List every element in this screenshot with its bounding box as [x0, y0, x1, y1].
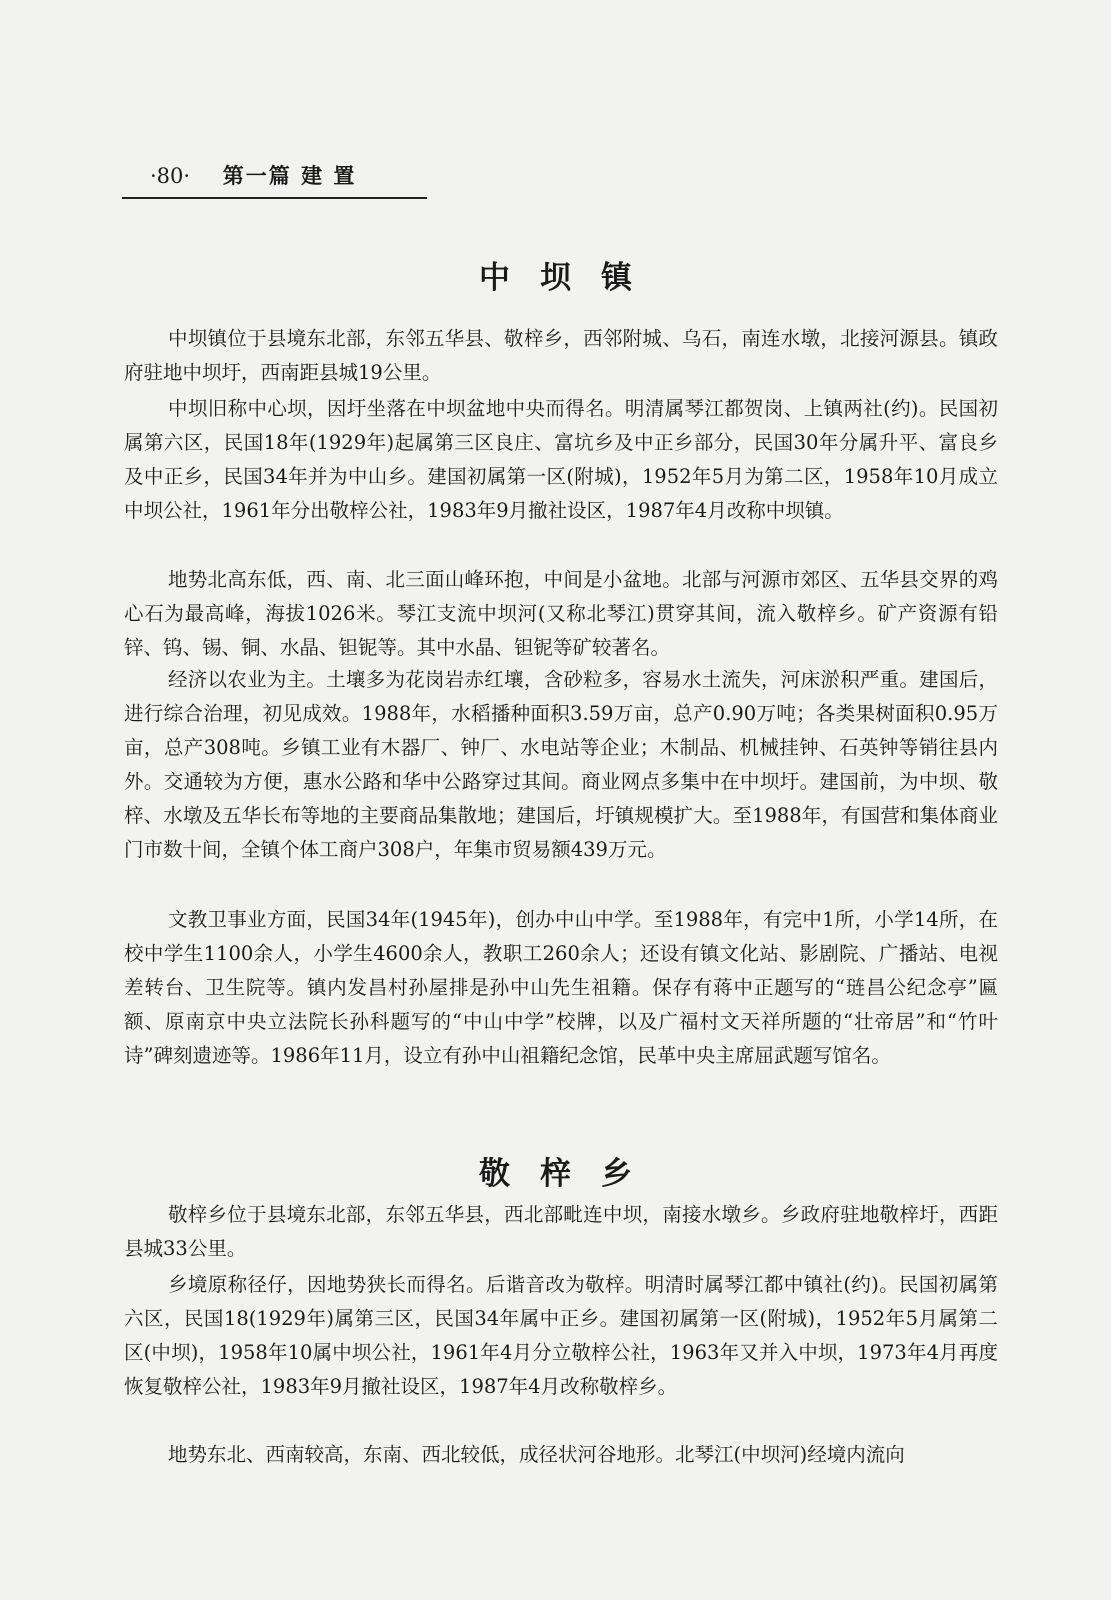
paragraph: 敬梓乡位于县境东北部，东邻五华县，西北部毗连中坝，南接水墩乡。乡政府驻地敬梓圩，西距县城33公里。: [124, 1203, 998, 1260]
paragraph: 地势东北、西南较高，东南、西北较低，成径状河谷地形。北琴江(中坝河)经境内流向: [168, 1443, 905, 1466]
paragraph: 中坝镇位于县境东北部，东邻五华县、敬梓乡，西邻附城、乌石，南连水墩，北接河源县。镇政府驻地中坝圩，西南距县城19公里。: [124, 327, 998, 384]
title-jingzi-township: 敬梓乡: [479, 1156, 662, 1192]
paragraph: 经济以农业为主。土壤多为花岗岩赤红壤，含砂粒多，容易水土流失，河床淤积严重。建国后，进行综合治理，初见成效。1988年，水稻播种面积3.59万亩，总产0.90万吨；各类果树面积0.95万亩，总产308吨。乡镇工业有木器厂、钟厂、水电站等企业；木制品、机械挂钟、石英钟等销往县内外。交通较为方便，惠水公路和华中公路穿过其间。商业网点多集中在中坝圩。建国前，为中坝、敬梓、水墩及五华长布等地的主要商品集散地；建国后，圩镇规模扩大。至1988年，有国营和集体商业门市数十间，全镇个体工商户308户，年集市贸易额439万元。: [124, 668, 998, 861]
page-number: ·80·: [150, 164, 191, 188]
paragraph: 文教卫事业方面，民国34年(1945年)，创办中山中学。至1988年，有完中1所，小学14所，在校中学生1100余人，小学生4600余人，教职工260余人；还设有镇文化站、影剧院、广播站、电视差转台、卫生院等。镇内发昌村孙屋排是孙中山先生祖籍。保存有蒋中正题写的“琏昌公纪念亭”匾额、原南京中央立法院长孙科题写的“中山中学”校牌，以及广福村文天祥所题的“壮帝居”和“竹叶诗”碑刻遗迹等。1986年11月，设立有孙中山祖籍纪念馆，民革中央主席屈武题写馆名。: [124, 908, 998, 1067]
title-zhongba-town: 中坝镇: [479, 260, 662, 296]
paragraph: 地势北高东低，西、南、北三面山峰环抱，中间是小盆地。北部与河源市郊区、五华县交界的鸡心石为最高峰，海拔1026米。琴江支流中坝河(又称北琴江)贯穿其间，流入敬梓乡。矿产资源有铅锌、钨、锡、铜、水晶、钽铌等。其中水晶、钽铌等矿较著名。: [124, 568, 998, 659]
paragraph: 乡境原称径仔，因地势狭长而得名。后谐音改为敬梓。明清时属琴江都中镇社(约)。民国初属第六区，民国18(1929年)属第三区，民国34年属中正乡。建国初属第一区(附城)，1952年5月属第二区(中坝)，1958年10属中坝公社，1961年4月分立敬梓公社，1963年又并入中坝，1973年4月再度恢复敬梓公社，1983年9月撤社设区，1987年4月改称敬梓乡。: [124, 1273, 998, 1398]
paragraph: 中坝旧称中心坝，因圩坐落在中坝盆地中央而得名。明清属琴江都贺岗、上镇两社(约)。民国初属第六区，民国18年(1929年)起属第三区良庄、富坑乡及中正乡部分，民国30年分属升平、富良乡及中正乡，民国34年并为中山乡。建国初属第一区(附城)，1952年5月为第二区，1958年10月成立中坝公社，1961年分出敬梓公社，1983年9月撤社设区，1987年4月改称中坝镇。: [124, 397, 998, 522]
running-header: [122, 163, 427, 199]
section-heading: 第一篇 建 置: [222, 164, 357, 188]
